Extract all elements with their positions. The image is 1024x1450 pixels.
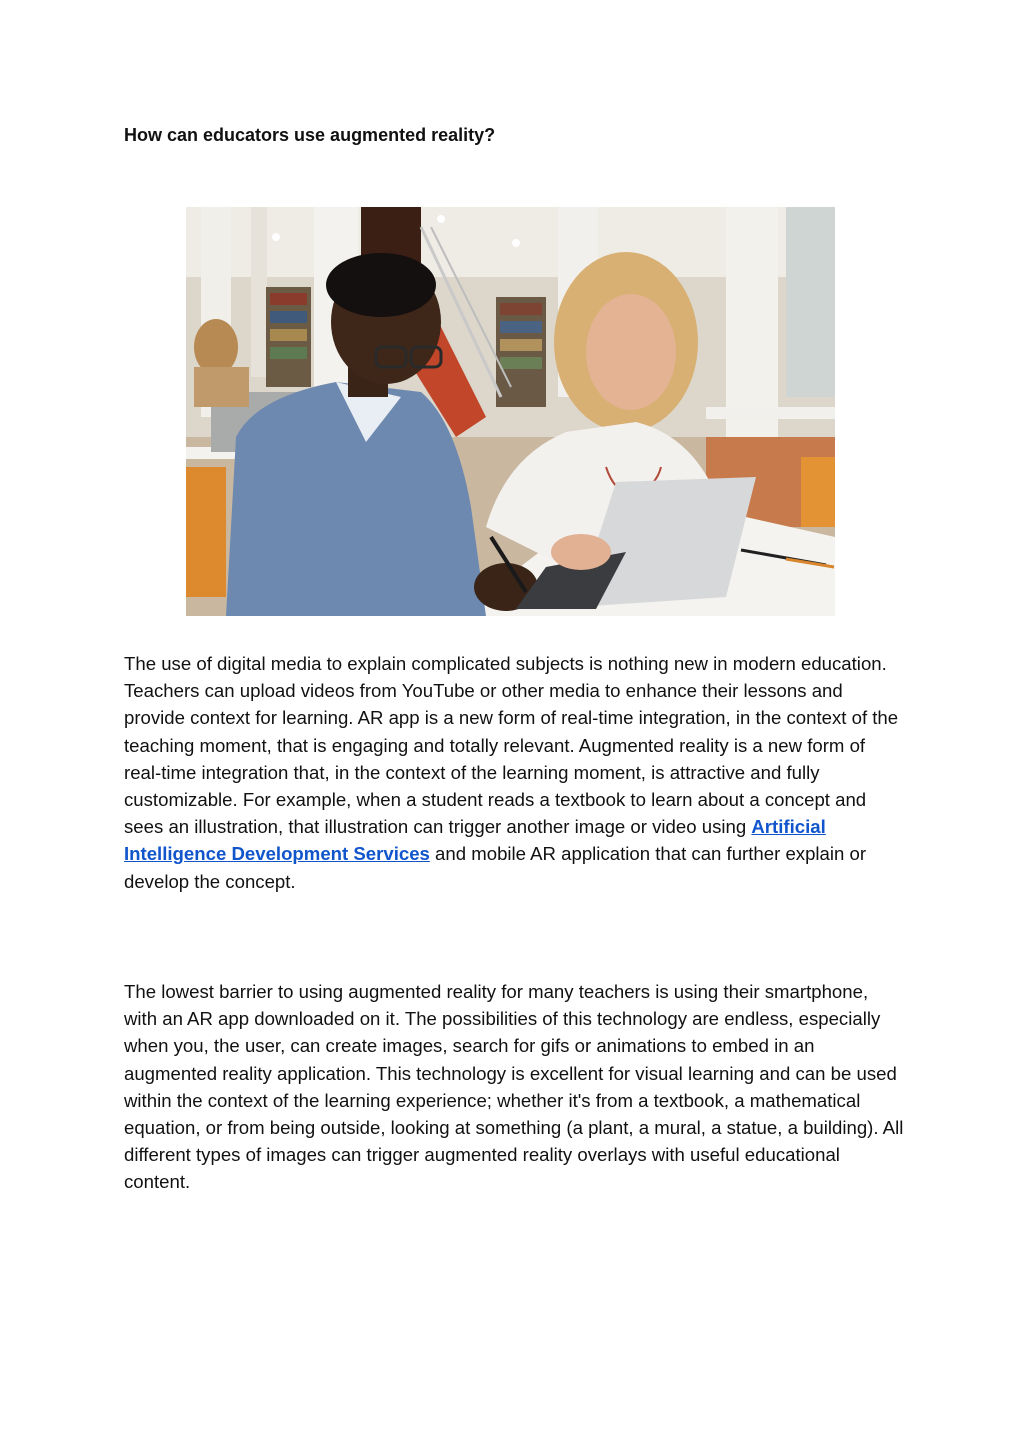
paragraph-intro-text-after: and mobile AR application that can further explain or develop the concept. — [124, 843, 867, 892]
document-heading: How can educators use augmented reality? — [124, 125, 496, 145]
ai-services-link[interactable]: Artificial Intelligence Development Services — [124, 816, 826, 865]
classroom-photo — [186, 207, 835, 616]
paragraph-intro-text-before: The use of digital media to explain complicated subjects is nothing new in modern education. Teachers can upload videos from YouTube or other media to enhance their lessons and provide context for learning. AR app is a new form of real-time integration, in the context of the teaching moment, that is engaging and totally relevant. Augmented reality is a new form of real-time integration that, in the context of the learning moment, is attractive and fully customizable. For example, when a student reads a textbook to learn about a concept and sees an illustration, that illustration can trigger another image or video using — [124, 653, 899, 838]
paragraph-intro — [124, 650, 904, 895]
paragraph-barrier: The lowest barrier to using augmented reality for many teachers is using their smartphone, with an AR app downloaded on it. The possibilities of this technology are endless, especially when you, the user, can create images, search for gifs or animations to embed in an augmented reality application. This technology is excellent for visual learning and can be used within the context of the learning experience; whether it's from a textbook, a mathematical equation, or from being outside, looking at something (a plant, a mural, a statue, a building). All different types of images can trigger augmented reality overlays with useful educational content. — [124, 981, 904, 1193]
